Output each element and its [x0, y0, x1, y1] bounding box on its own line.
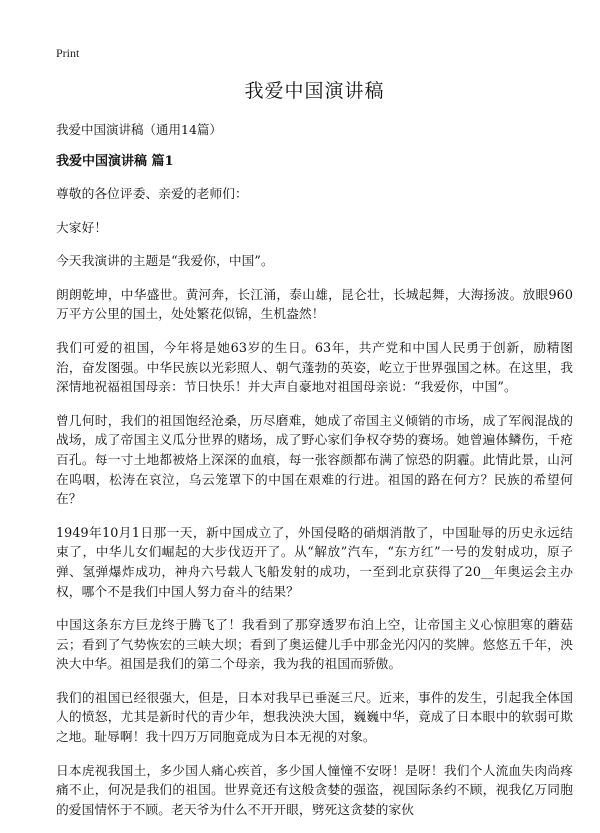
paragraph: 朗朗乾坤，中华盛世。黄河奔，长江涌，泰山雄，昆仑壮，长城起舞，大海扬波。放眼960万平方公里的国土，处处繁花似锦，生机盎然！: [56, 286, 573, 322]
paragraph: 尊敬的各位评委、亲爱的老师们：: [56, 186, 248, 201]
paragraph: 今天我演讲的主题是“我爱你，中国”。: [56, 253, 274, 269]
document-title: 我爱中国演讲稿: [244, 80, 385, 102]
document-subtitle: 我爱中国演讲稿（通用14篇）: [56, 122, 222, 137]
paragraph: 1949年10月1日那一天，新中国成立了，外国侵略的硝烟消散了，中国耻辱的历史永远结束了，中华儿女们崛起的大步伐迈开了。从“解放”汽车，“东方红”一号的发射成功，原子弹、氢弹爆炸成功，神舟六号载人飞船发射的成功，一至到北京获得了20__年奥运会主办权，哪个不是我们中国人努力奋斗的结果？: [56, 524, 573, 599]
section-heading: 我爱中国演讲稿 篇1: [56, 154, 174, 169]
paragraph: 曾几何时，我们的祖国饱经沧桑，历尽磨难，她成了帝国主义倾销的市场，成了军阀混战的战场，成了帝国主义瓜分世界的赌场，成了野心家们争权夺势的赛场。她曾遍体鳞伤，千疮百孔。每一寸土地都被烙上深深的血痕，每一张容颜都布满了惊恐的阴霾。此情此景，山河在呜咽，松涛在哀泣，乌云笼罩下的中国在艰难的行进。祖国的路在何方？民族的希望何在？: [56, 412, 573, 507]
paragraph: 中国这条东方巨龙终于腾飞了！我看到了那穿透罗布泊上空，让帝国主义心惊胆寒的蘑菇云；看到了气势恢宏的三峡大坝；看到了奥运健儿手中那金光闪闪的奖牌。悠悠五千年，泱泱大中华。祖国是我们的第二个母亲，我为我的祖国而骄傲。: [56, 617, 573, 672]
paragraph: 大家好！: [56, 219, 108, 235]
document-page: [56, 78, 573, 833]
paragraph: 我们的祖国已经很强大，但是，日本对我早已垂涎三尺。近来，事件的发生，引起我全体国人的愤怒，尤其是新时代的青少年，想我泱泱大国，巍巍中华，竟成了日本眼中的软弱可欺之地。耻辱啊！我十四万万同胞竟成为日本无视的对象。: [56, 689, 573, 745]
paragraph: 我们可爱的祖国，今年将是她63岁的生日。63年，共产党和中国人民勇于创新，励精图治，奋发图强。中华民族以光彩照人、朝气蓬勃的英姿，屹立于世界强国之林。在这里，我深情地祝福祖国母亲：节日快乐！并大声自豪地对祖国母亲说：“我爱你，中国”。: [56, 339, 573, 395]
print-link[interactable]: Print: [56, 46, 80, 60]
paragraph: 日本虎视我国土，多少国人痛心疾首，多少国人憧憧不安呀！是呀！我们个人流血失肉尚疼痛不止，何况是我们的祖国。世界竟还有这般贪婪的强盗，视国际条约不顾，视我亿万同胞的爱国情怀于不顾。老天爷为什么不开开眼，劈死这贪婪的家伙: [56, 762, 573, 817]
